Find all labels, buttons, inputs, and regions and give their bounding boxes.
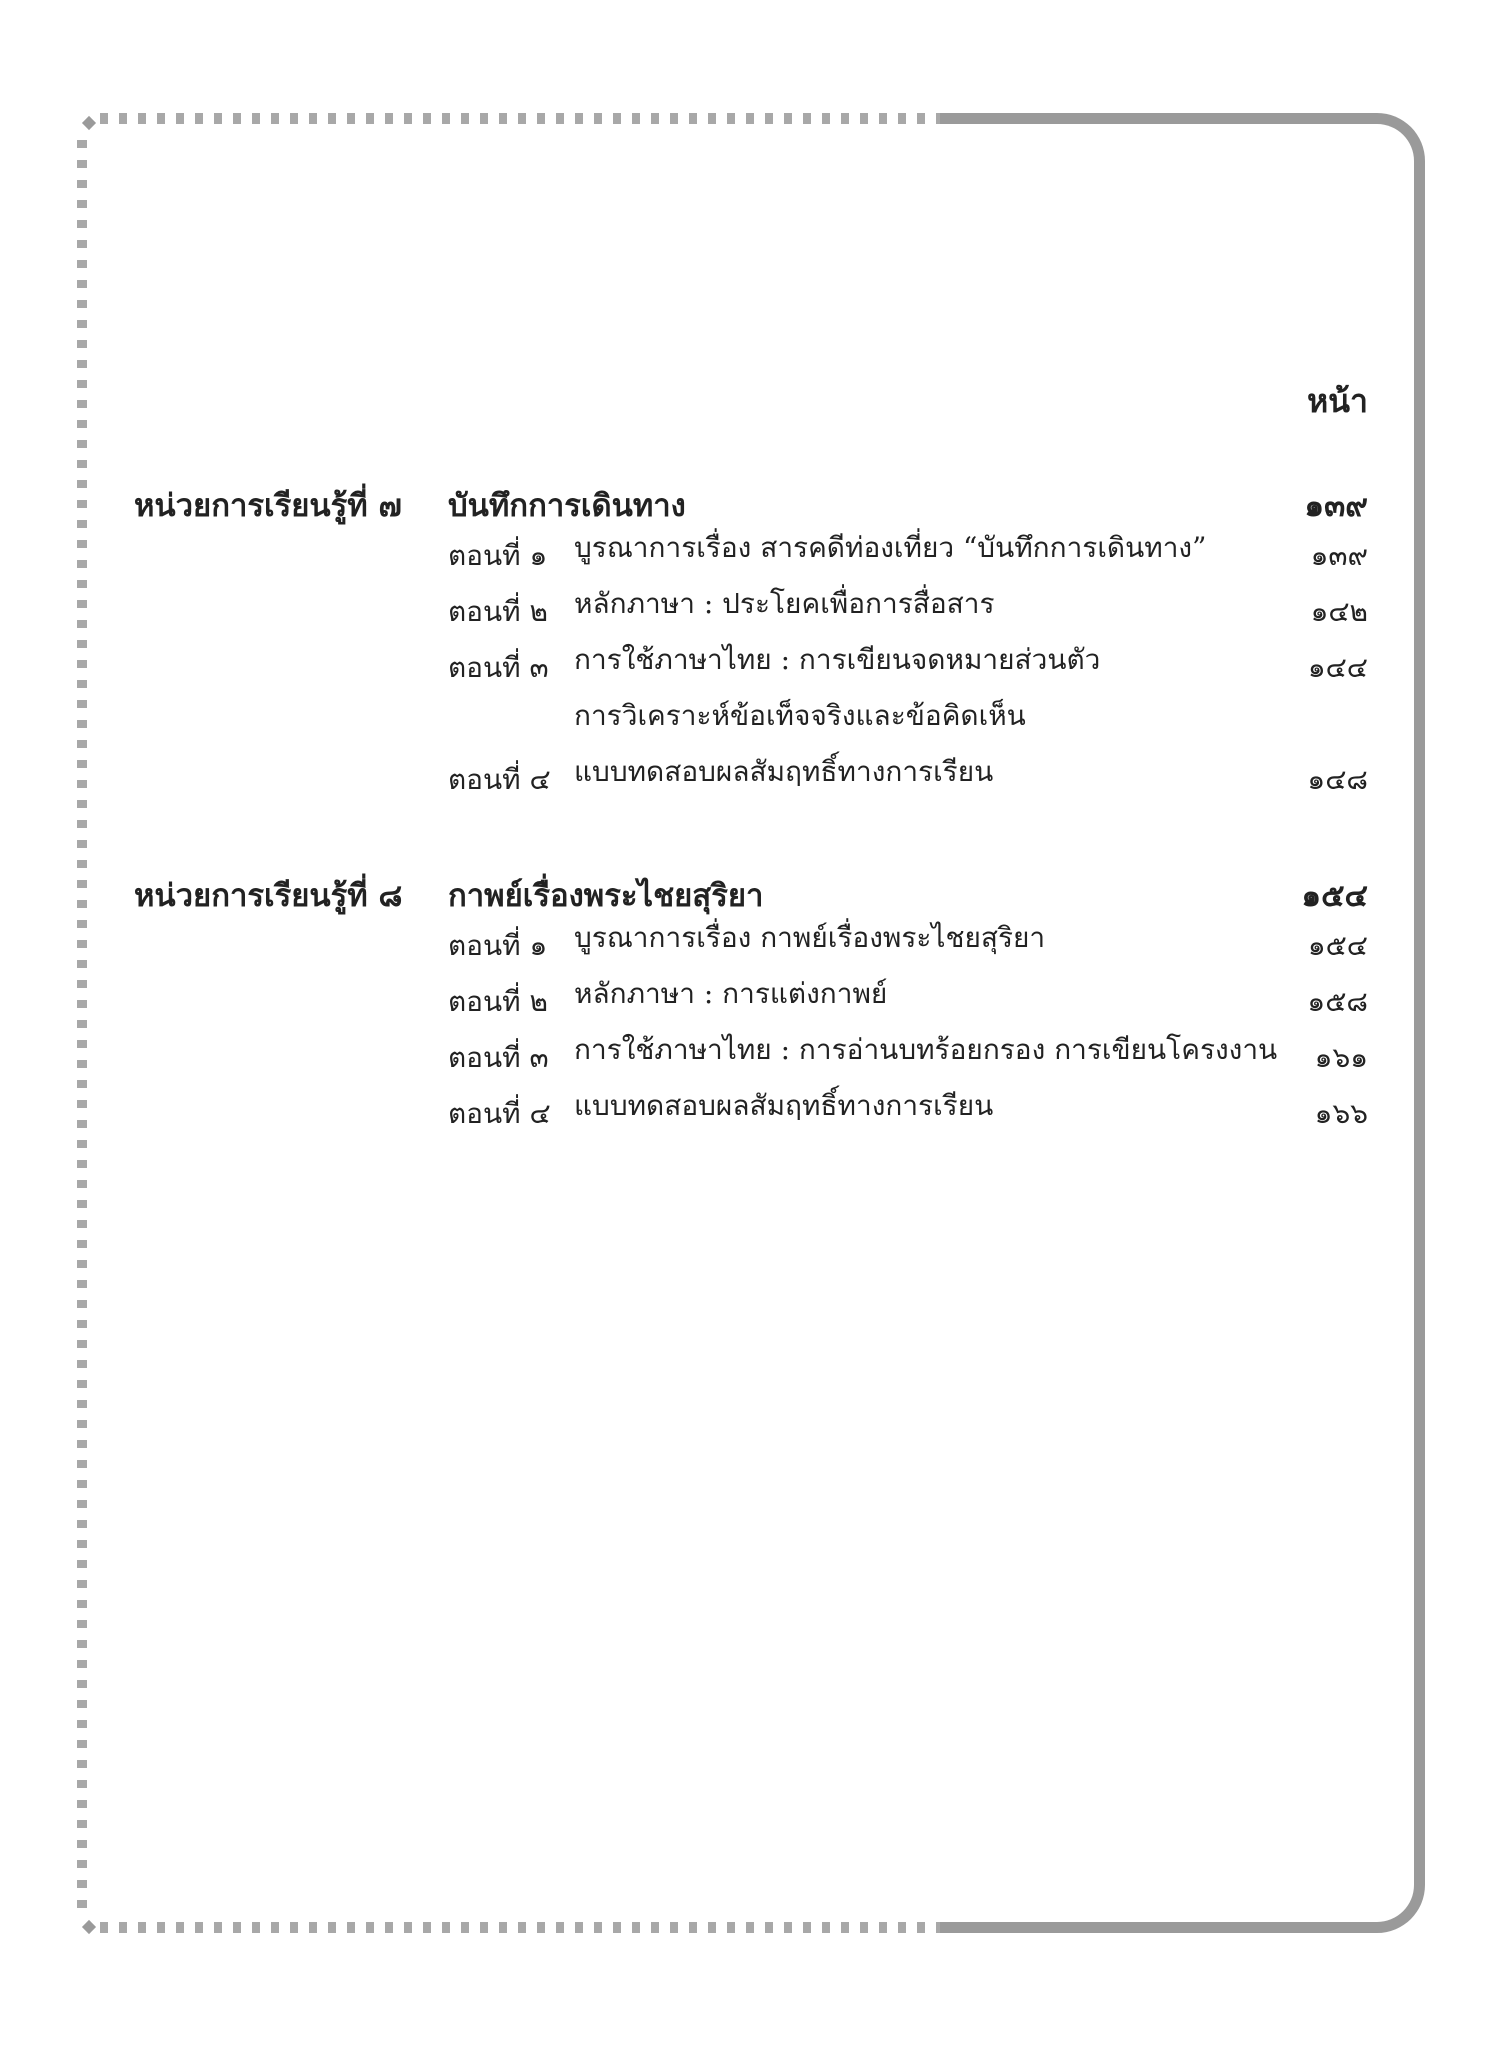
unit-page-number: ๑๓๙ (1304, 488, 1368, 524)
lesson-page-number: ๑๕๘ (1307, 985, 1368, 1018)
lesson-page-number: ๑๔๘ (1307, 763, 1368, 796)
toc-lesson (134, 1090, 1368, 1146)
lesson-title: แบบทดสอบผลสัมฤทธิ์ทางการเรียน (574, 1089, 994, 1122)
frame-dotted-top (100, 113, 940, 124)
lesson-page-number: ๑๓๙ (1310, 539, 1368, 572)
lesson-page-number: ๑๔๒ (1310, 595, 1368, 628)
lesson-page-number: ๑๕๔ (1307, 929, 1368, 962)
toc-unit-7 (134, 480, 1368, 812)
lesson-label: ตอนที่ ๔ (448, 763, 551, 796)
lesson-title: หลักภาษา : การแต่งกาพย์ (574, 977, 888, 1010)
unit-title: กาพย์เรื่องพระไชยสุริยา (448, 878, 764, 914)
lesson-label: ตอนที่ ๔ (448, 1097, 551, 1130)
lesson-title-continued: การวิเคราะห์ข้อเท็จจริงและข้อคิดเห็น (574, 699, 1026, 732)
lesson-title: การใช้ภาษาไทย : การเขียนจดหมายส่วนตัว (574, 643, 1101, 676)
lesson-label: ตอนที่ ๒ (448, 595, 548, 628)
toc-lesson (134, 644, 1368, 756)
unit-label: หน่วยการเรียนรู้ที่ ๘ (134, 878, 403, 914)
lesson-page-number: ๑๔๔ (1307, 651, 1368, 684)
page-column-header: หน้า (1307, 382, 1368, 420)
lesson-page-number: ๑๖๖ (1314, 1097, 1368, 1130)
lesson-title: บูรณาการเรื่อง สารคดีท่องเที่ยว “บันทึกการเดินทาง” (574, 531, 1207, 564)
lesson-title: แบบทดสอบผลสัมฤทธิ์ทางการเรียน (574, 755, 994, 788)
toc-lesson (134, 756, 1368, 812)
lesson-label: ตอนที่ ๑ (448, 929, 548, 962)
unit-label: หน่วยการเรียนรู้ที่ ๗ (134, 488, 402, 524)
lesson-title: หลักภาษา : ประโยคเพื่อการสื่อสาร (574, 587, 995, 620)
lesson-label: ตอนที่ ๒ (448, 985, 548, 1018)
lesson-label: ตอนที่ ๓ (448, 1041, 549, 1074)
frame-dotted-bottom (100, 1922, 940, 1933)
frame-dotted-left (77, 140, 87, 1910)
unit-title: บันทึกการเดินทาง (448, 488, 686, 524)
lesson-title: การใช้ภาษาไทย : การอ่านบทร้อยกรอง การเขียนโครงงาน (574, 1033, 1278, 1066)
unit-page-number: ๑๕๔ (1301, 878, 1368, 914)
lesson-label: ตอนที่ ๓ (448, 651, 549, 684)
lesson-label: ตอนที่ ๑ (448, 539, 548, 572)
lesson-title: บูรณาการเรื่อง กาพย์เรื่องพระไชยสุริยา (574, 921, 1046, 954)
lesson-page-number: ๑๖๑ (1314, 1041, 1368, 1074)
toc-unit-8 (134, 870, 1368, 1146)
